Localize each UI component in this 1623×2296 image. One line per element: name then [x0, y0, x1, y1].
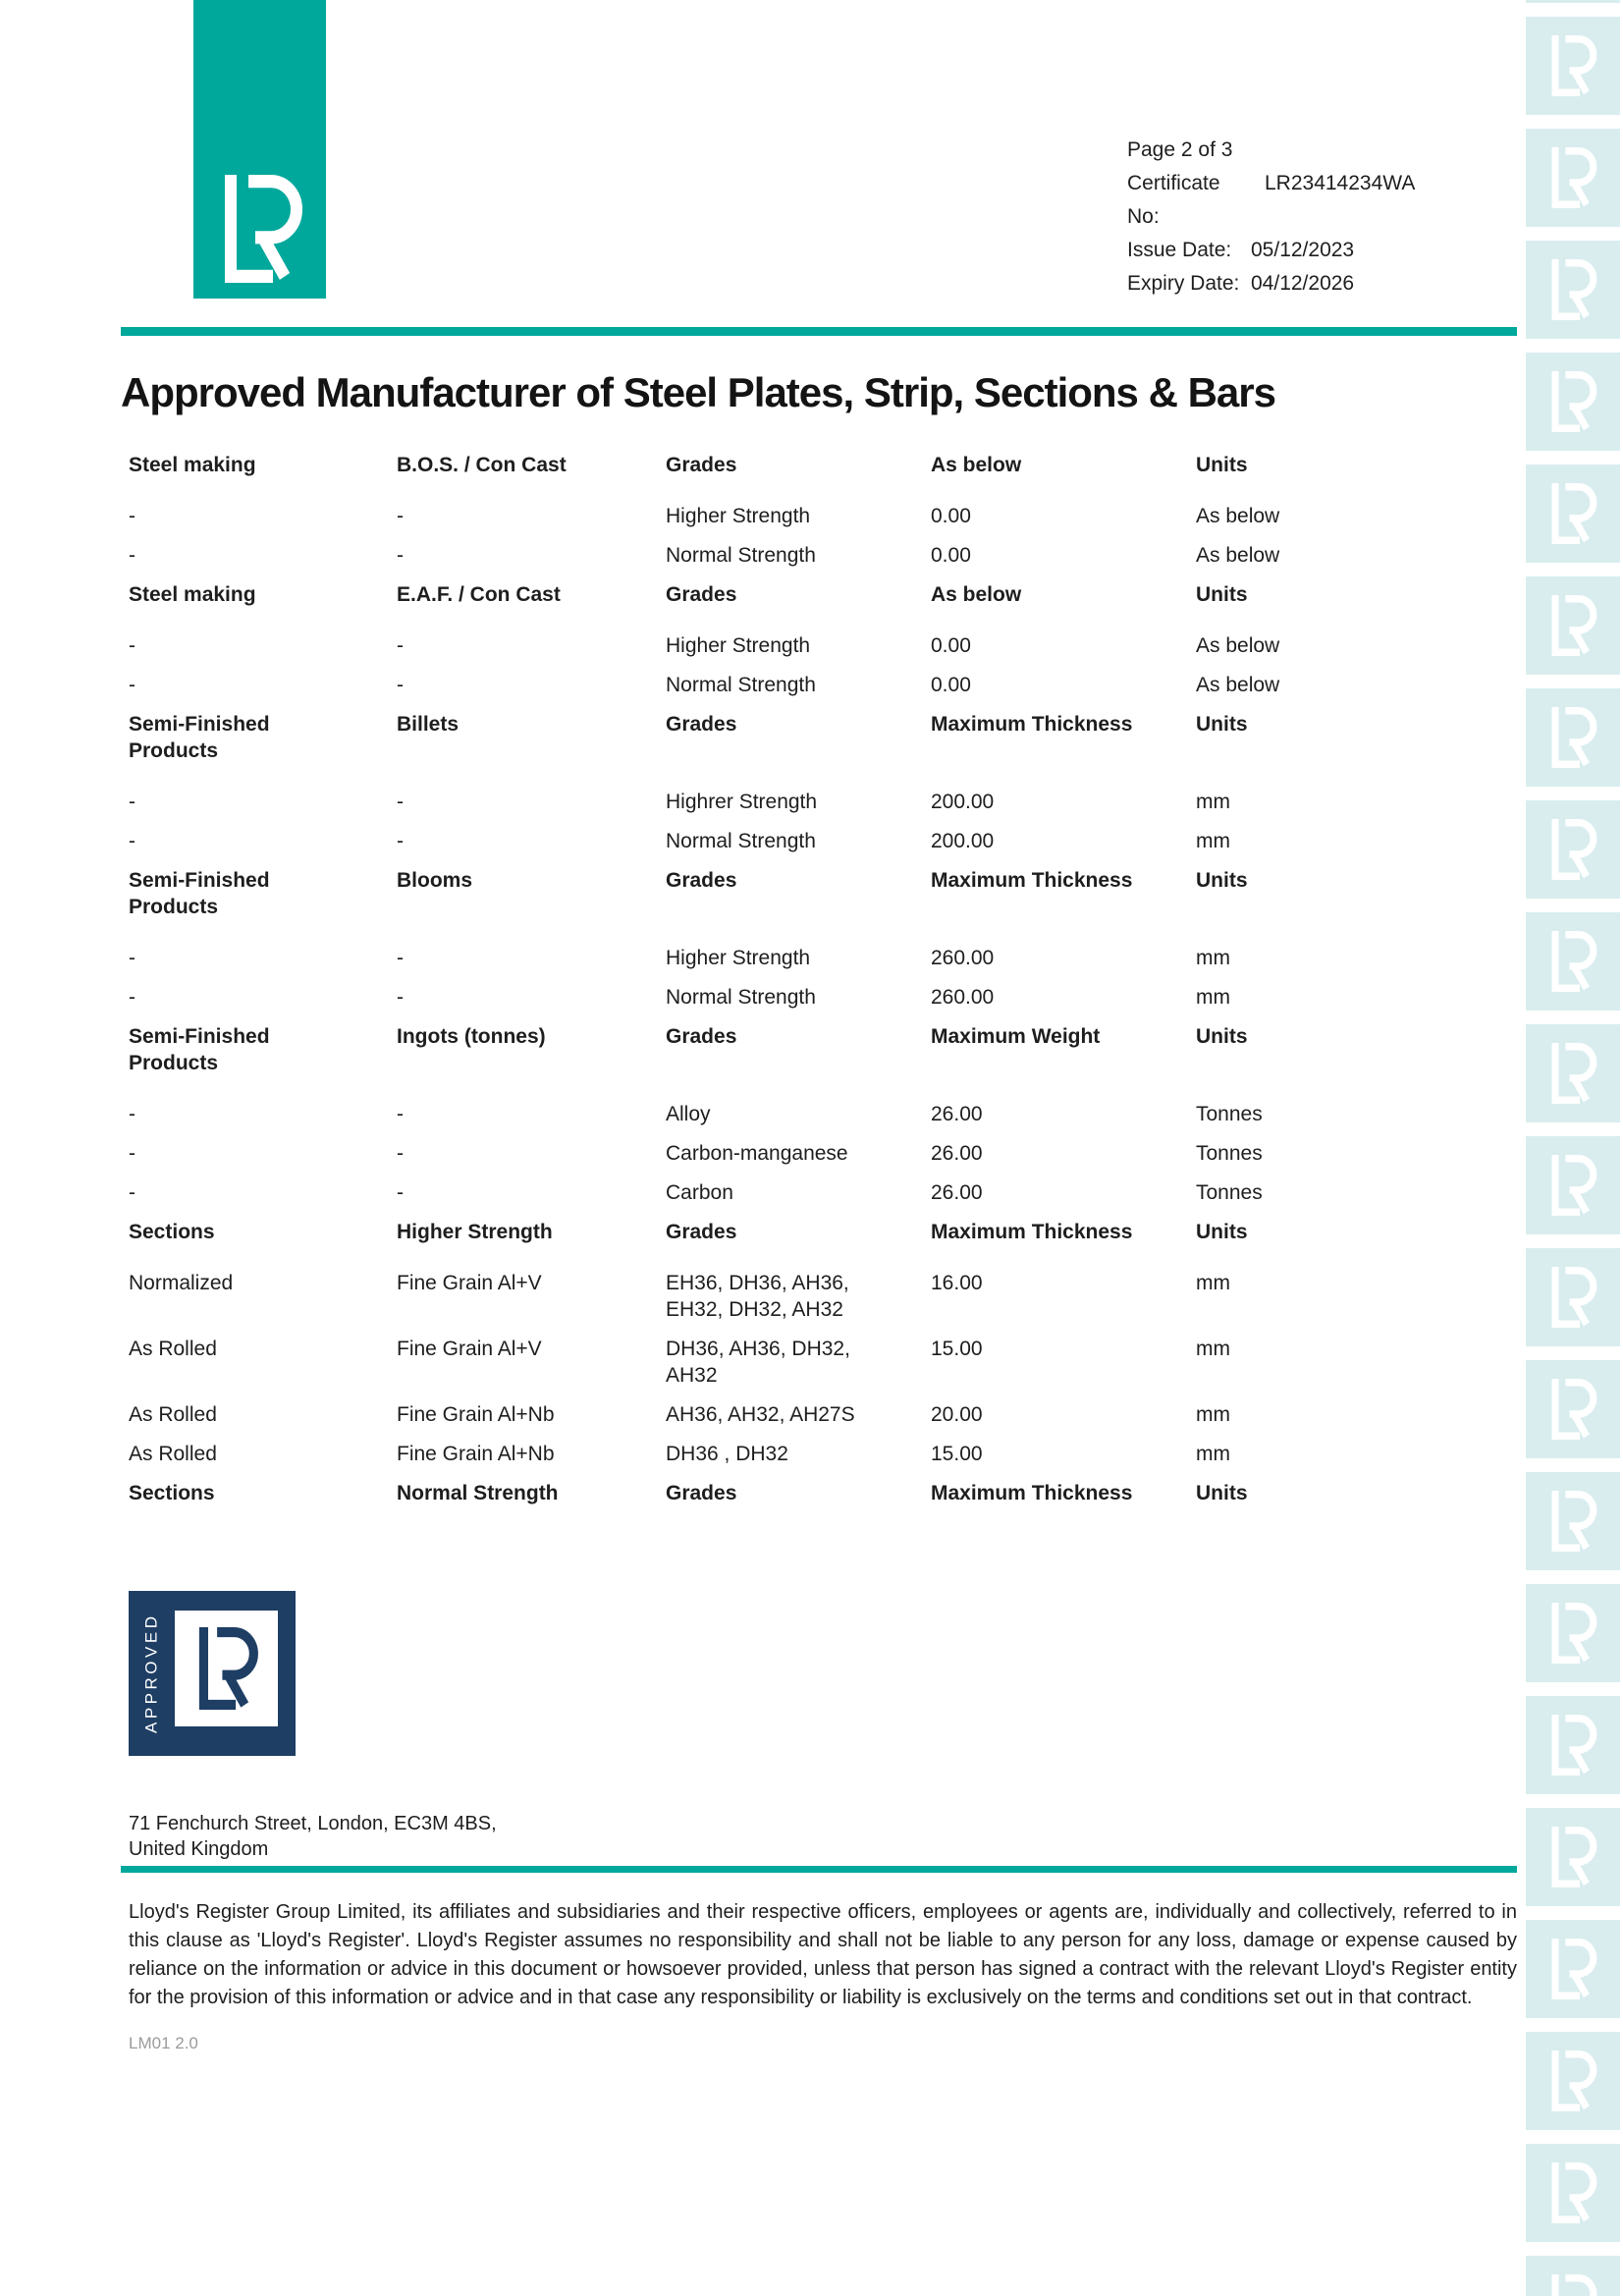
table-section-header — [121, 1219, 1517, 1245]
table-cell: Higher Strength — [666, 634, 811, 657]
table-row — [121, 789, 1517, 815]
table-section — [121, 867, 1517, 1011]
table-cell: Carbon — [666, 1181, 733, 1204]
table-cell: 0.00 — [931, 544, 971, 567]
header-cell: Grades — [666, 454, 737, 476]
watermark-strip — [1526, 0, 1620, 2296]
table-cell: DH36, AH36, DH32, AH32 — [666, 1338, 850, 1387]
header-cell: Maximum Thickness — [931, 713, 1133, 736]
header-cell: Maximum Thickness — [931, 1221, 1133, 1243]
table-cell: - — [129, 544, 135, 567]
header-cell: Maximum Thickness — [931, 869, 1133, 892]
header-cell: Blooms — [397, 869, 473, 892]
approved-badge-box — [175, 1611, 278, 1726]
header-cell: Sections — [129, 1221, 215, 1243]
table-cell: mm — [1196, 1443, 1230, 1465]
table-cell: As Rolled — [129, 1443, 217, 1465]
lr-watermark-icon — [1526, 1696, 1620, 1794]
table-cell: Normal Strength — [666, 674, 816, 696]
header-cell: Units — [1196, 454, 1248, 476]
table-cell: - — [397, 505, 404, 527]
table-cell: 26.00 — [931, 1142, 983, 1165]
table-cell: Normalized — [129, 1272, 234, 1294]
header-cell: Higher Strength — [397, 1221, 553, 1243]
table-row — [121, 984, 1517, 1011]
table-row — [121, 1441, 1517, 1467]
table-cell: As below — [1196, 674, 1280, 696]
header-cell: Units — [1196, 713, 1248, 736]
table-cell: Normal Strength — [666, 544, 816, 567]
certificate-meta — [1127, 134, 1415, 301]
table-cell: As below — [1196, 505, 1280, 527]
expiry-date-label: Expiry Date: — [1127, 272, 1240, 295]
header-cell: Grades — [666, 1025, 737, 1048]
lr-watermark-icon — [1526, 353, 1620, 451]
table-cell: 16.00 — [931, 1272, 983, 1294]
table-cell: mm — [1196, 1338, 1230, 1360]
table-section-rows — [121, 789, 1517, 854]
table-cell: Fine Grain Al+Nb — [397, 1403, 555, 1426]
lr-watermark-icon — [1526, 1024, 1620, 1122]
header-cell: Maximum Weight — [931, 1025, 1101, 1048]
table-cell: - — [397, 986, 404, 1009]
header-cell: E.A.F. / Con Cast — [397, 583, 561, 606]
header-cell: Grades — [666, 1221, 737, 1243]
table-cell: 15.00 — [931, 1443, 983, 1465]
table-cell: 26.00 — [931, 1103, 983, 1125]
table-cell: Highrer Strength — [666, 791, 818, 813]
table-cell: Tonnes — [1196, 1181, 1263, 1204]
header-cell: As below — [931, 454, 1022, 476]
disclaimer: Lloyd's Register Group Limited, its affiliates and subsidiaries and their respective officers, employees or agents are, individually and collectively, referred to in this clause as 'Lloyd's Register'. Lloyd's Register assumes no responsibility and shall not be liable to any person for any loss, damage or expense caused by reliance on the information or advice in this document or howsoever provided, unless that person has signed a contract with the relevant Lloyd's Register entity for the provision of this information or advice and in that case any responsibility or liability is exclusively on the terms and conditions set out in that contract. — [129, 1901, 1517, 2008]
approved-badge-label: APPROVED — [141, 1613, 161, 1734]
table-cell: - — [129, 1181, 135, 1204]
table-cell: 0.00 — [931, 505, 971, 527]
expiry-date — [1127, 267, 1415, 301]
lr-watermark-icon — [1526, 800, 1620, 899]
table-cell: Fine Grain Al+V — [397, 1338, 542, 1360]
lr-watermark-icon — [1526, 1920, 1620, 2018]
header-cell: Grades — [666, 713, 737, 736]
table-cell: - — [397, 1142, 404, 1165]
table-cell: - — [129, 791, 135, 813]
table-cell: As below — [1196, 544, 1280, 567]
table-cell: - — [397, 674, 404, 696]
table-cell: Normal Strength — [666, 830, 816, 852]
table-cell: - — [397, 544, 404, 567]
table-cell: - — [129, 830, 135, 852]
table-cell: - — [397, 1181, 404, 1204]
table-cell: As Rolled — [129, 1338, 217, 1360]
table-cell: Carbon-manganese — [666, 1142, 848, 1165]
table-cell: Higher Strength — [666, 947, 811, 969]
lr-logo — [193, 0, 326, 299]
header-cell: Grades — [666, 869, 737, 892]
table-row — [121, 632, 1517, 659]
table-cell: Tonnes — [1196, 1103, 1263, 1125]
page-title: Approved Manufacturer of Steel Plates, Strip, Sections & Bars — [121, 369, 1275, 415]
table-cell: - — [129, 1103, 135, 1125]
table-section-rows — [121, 1270, 1517, 1467]
table-cell: Higher Strength — [666, 505, 811, 527]
lr-logo-icon — [212, 175, 310, 283]
header-cell: Units — [1196, 583, 1248, 606]
table-section-rows — [121, 945, 1517, 1011]
table-section — [121, 1480, 1517, 1506]
issue-date-label: Issue Date: — [1127, 239, 1232, 261]
issue-date — [1127, 234, 1415, 267]
certificate-number — [1127, 167, 1415, 234]
table-cell: As Rolled — [129, 1403, 217, 1426]
lr-watermark-icon — [1526, 1136, 1620, 1234]
footer-divider — [121, 1866, 1517, 1873]
table-cell: mm — [1196, 1403, 1230, 1426]
header-cell: Sections — [129, 1482, 215, 1504]
certificate-number-label: Certificate No: — [1127, 172, 1220, 228]
header-cell: B.O.S. / Con Cast — [397, 454, 567, 476]
table-cell: - — [397, 1103, 404, 1125]
table-section-header — [121, 1480, 1517, 1506]
table-cell: mm — [1196, 986, 1230, 1009]
table-cell: mm — [1196, 947, 1230, 969]
table-cell: 26.00 — [931, 1181, 983, 1204]
table-section-header — [121, 1023, 1517, 1076]
table-cell: - — [397, 947, 404, 969]
table-section — [121, 581, 1517, 698]
table-section-rows — [121, 632, 1517, 698]
table-row — [121, 828, 1517, 854]
header-cell: Steel making — [129, 583, 256, 606]
lr-watermark-icon — [1526, 129, 1620, 227]
table-cell: mm — [1196, 791, 1230, 813]
table-section — [121, 452, 1517, 569]
header-cell: Units — [1196, 1482, 1248, 1504]
lr-watermark-icon — [1526, 1360, 1620, 1458]
table-cell: 260.00 — [931, 986, 995, 1009]
table-row — [121, 1270, 1517, 1323]
table-section — [121, 711, 1517, 854]
expiry-date-value: 04/12/2026 — [1251, 272, 1355, 295]
lr-watermark-icon — [1526, 241, 1620, 339]
table-section — [121, 1023, 1517, 1206]
table-cell: mm — [1196, 830, 1230, 852]
header-cell: Billets — [397, 713, 460, 736]
table-cell: - — [129, 947, 135, 969]
header-cell: Units — [1196, 1025, 1248, 1048]
table-row — [121, 503, 1517, 529]
header-cell: Ingots (tonnes) — [397, 1025, 546, 1048]
header-cell: Units — [1196, 869, 1248, 892]
table-cell: - — [129, 986, 135, 1009]
table-row — [121, 672, 1517, 698]
table-cell: Tonnes — [1196, 1142, 1263, 1165]
table-row — [121, 945, 1517, 971]
issue-date-value: 05/12/2023 — [1251, 239, 1355, 261]
table-cell: Fine Grain Al+Nb — [397, 1443, 555, 1465]
table-cell: - — [129, 634, 135, 657]
table-section — [121, 1219, 1517, 1467]
table-cell: - — [397, 830, 404, 852]
certificate-number-value: LR23414234WA — [1265, 172, 1416, 194]
lr-watermark-icon — [1526, 0, 1620, 3]
header-cell: Grades — [666, 1482, 737, 1504]
lr-watermark-icon — [1526, 1808, 1620, 1906]
table-cell: 200.00 — [931, 830, 995, 852]
table-row — [121, 1140, 1517, 1167]
header-cell: Maximum Thickness — [931, 1482, 1133, 1504]
lr-watermark-icon — [1526, 688, 1620, 787]
doc-code: LM01 2.0 — [129, 2034, 198, 2052]
table-section-header — [121, 711, 1517, 764]
table-cell: mm — [1196, 1272, 1230, 1294]
lr-watermark-icon — [1526, 465, 1620, 563]
table-cell: - — [129, 505, 135, 527]
table-cell: 15.00 — [931, 1338, 983, 1360]
table-cell: - — [129, 674, 135, 696]
address: 71 Fenchurch Street, London, EC3M 4BS, United Kingdom — [129, 1813, 497, 1860]
page-indicator-label: Page 2 of 3 — [1127, 138, 1233, 161]
header-cell: Steel making — [129, 454, 256, 476]
main-content — [121, 327, 1517, 2053]
table-cell: 200.00 — [931, 791, 995, 813]
top-divider — [121, 327, 1517, 336]
table-cell: EH36, DH36, AH36, EH32, DH32, AH32 — [666, 1272, 849, 1321]
lr-watermark-icon — [1526, 2144, 1620, 2242]
page-indicator — [1127, 134, 1415, 167]
approved-badge — [129, 1591, 296, 1756]
table-cell: AH36, AH32, AH27S — [666, 1403, 855, 1426]
approved-lr-icon — [189, 1627, 264, 1710]
table-cell: 0.00 — [931, 674, 971, 696]
table-section-rows — [121, 1101, 1517, 1206]
table-cell: - — [397, 634, 404, 657]
table-section-rows — [121, 503, 1517, 569]
lr-watermark-icon — [1526, 2032, 1620, 2130]
header-cell: Semi-Finished Products — [129, 869, 270, 918]
table-section-header — [121, 452, 1517, 478]
table-cell: Normal Strength — [666, 986, 816, 1009]
header-cell: Semi-Finished Products — [129, 713, 270, 762]
table-row — [121, 1401, 1517, 1428]
lr-watermark-icon — [1526, 1584, 1620, 1682]
lr-watermark-icon — [1526, 576, 1620, 675]
header-cell: Normal Strength — [397, 1482, 559, 1504]
lr-watermark-icon — [1526, 17, 1620, 115]
table-row — [121, 1336, 1517, 1389]
table-row — [121, 542, 1517, 569]
table-cell: 20.00 — [931, 1403, 983, 1426]
header-cell: Semi-Finished Products — [129, 1025, 270, 1074]
table-cell: As below — [1196, 634, 1280, 657]
table-row — [121, 1101, 1517, 1127]
table-cell: - — [129, 1142, 135, 1165]
table-cell: - — [397, 791, 404, 813]
table-row — [121, 1179, 1517, 1206]
table-section-header — [121, 867, 1517, 920]
table-cell: Alloy — [666, 1103, 711, 1125]
lr-watermark-icon — [1526, 2256, 1620, 2296]
table-cell: DH36 , DH32 — [666, 1443, 788, 1465]
header-cell: As below — [931, 583, 1022, 606]
table-section-header — [121, 581, 1517, 608]
header-cell: Grades — [666, 583, 737, 606]
lr-watermark-icon — [1526, 912, 1620, 1011]
lr-watermark-icon — [1526, 1248, 1620, 1346]
approval-table — [121, 452, 1517, 1506]
table-cell: Fine Grain Al+V — [397, 1272, 542, 1294]
table-cell: 0.00 — [931, 634, 971, 657]
header-cell: Units — [1196, 1221, 1248, 1243]
lr-watermark-icon — [1526, 1472, 1620, 1570]
table-cell: 260.00 — [931, 947, 995, 969]
